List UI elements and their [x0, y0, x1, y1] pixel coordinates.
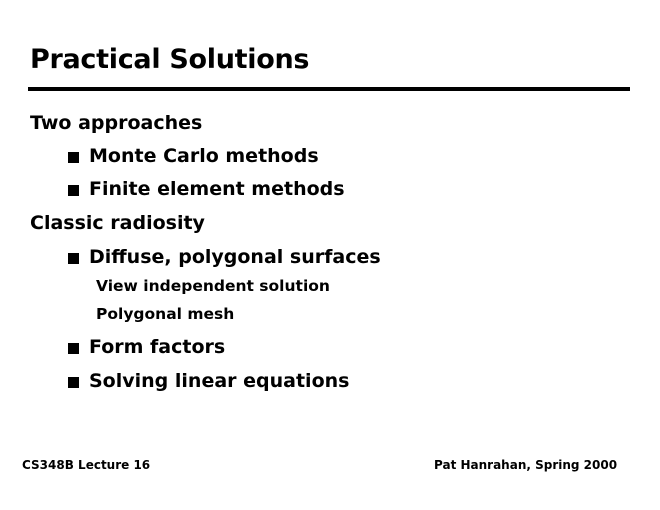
bullet-text-linear-equations: Solving linear equations — [89, 370, 350, 392]
bullet-text-form-factors: Form factors — [89, 336, 226, 358]
footer-author: Pat Hanrahan, Spring 2000 — [434, 458, 618, 472]
sub-bullet-text-polygonal-mesh: Polygonal mesh — [96, 305, 235, 323]
square-bullet-icon — [68, 185, 79, 196]
bullet-text-diffuse-polygonal: Diffuse, polygonal surfaces — [89, 246, 381, 268]
bullet-text-monte-carlo: Monte Carlo methods — [89, 145, 319, 167]
slide-title: Practical Solutions — [30, 44, 310, 75]
square-bullet-icon — [68, 152, 79, 163]
bullet-text-classic-radiosity: Classic radiosity — [30, 212, 205, 234]
sub-bullet-text-view-independent: View independent solution — [96, 277, 330, 295]
square-bullet-icon — [68, 343, 79, 354]
square-bullet-icon — [68, 377, 79, 388]
square-bullet-icon — [68, 253, 79, 264]
footer-course: CS348B Lecture 16 — [22, 458, 151, 472]
bullet-text-two-approaches: Two approaches — [30, 112, 203, 134]
bullet-text-finite-element: Finite element methods — [89, 178, 345, 200]
